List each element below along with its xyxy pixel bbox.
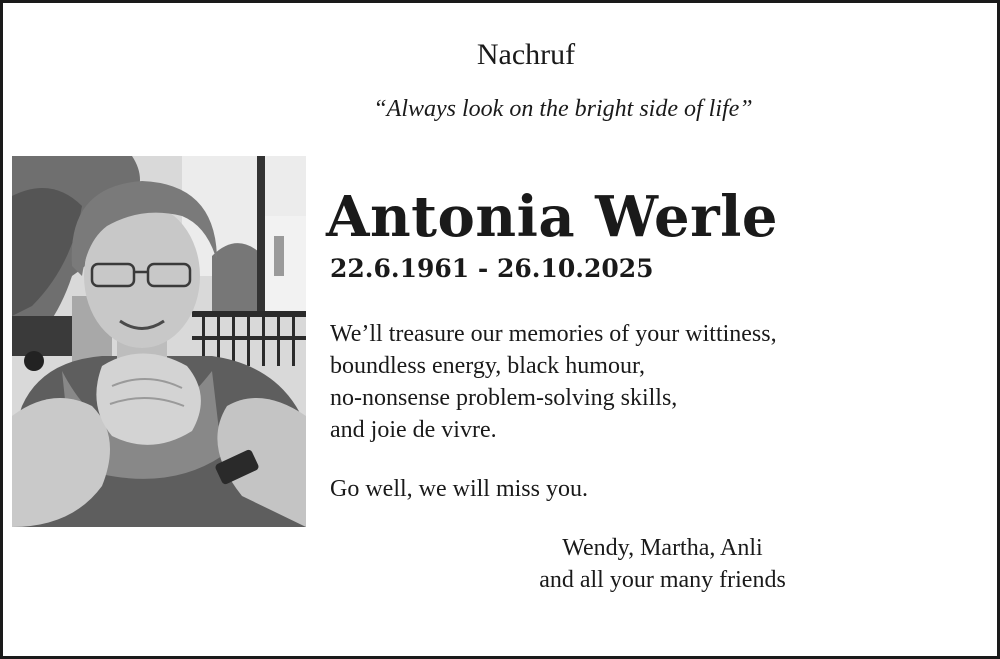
tribute-line: and joie de vivre. xyxy=(330,417,497,443)
portrait-photo xyxy=(12,156,306,527)
tribute-line: boundless energy, black humour, xyxy=(330,353,645,379)
signature-block xyxy=(500,532,825,596)
tribute-message xyxy=(330,318,777,446)
signature-line: Wendy, Martha, Anli xyxy=(562,535,763,561)
deceased-name: Antonia Werle xyxy=(326,184,779,250)
tribute-line: We’ll treasure our memories of your wittiness, xyxy=(330,321,777,347)
signature-line: and all your many friends xyxy=(539,567,786,593)
life-dates: 22.6.1961 - 26.10.2025 xyxy=(330,254,654,283)
notice-heading: Nachruf xyxy=(476,38,576,71)
tribute-line: no-nonsense problem-solving skills, xyxy=(330,385,678,411)
motto-quote: “Always look on the bright side of life” xyxy=(373,96,753,122)
farewell-line: Go well, we will miss you. xyxy=(330,476,588,502)
